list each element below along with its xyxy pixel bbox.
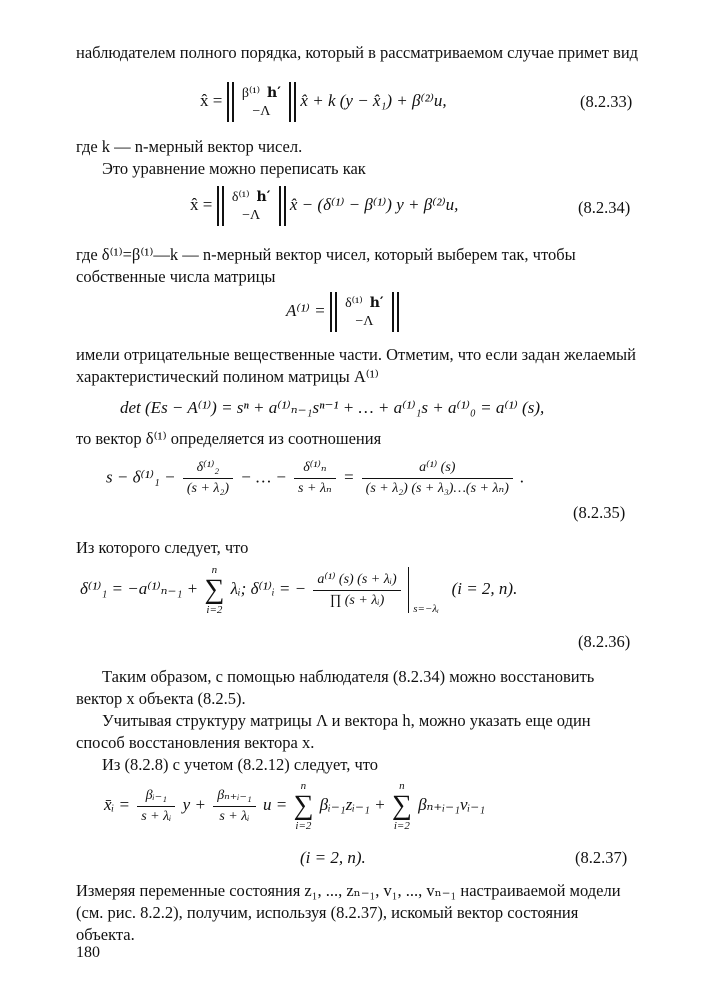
eq37-fraction-1-denominator: s + λᵢ (141, 808, 172, 824)
eq36-evaluation-bar (408, 567, 409, 613)
eq35-fraction-3 (362, 458, 513, 499)
eq35-term-a: s − δ⁽¹⁾₁ − (106, 467, 176, 487)
eq35-fraction-2-numerator: δ⁽¹⁾ₙ (294, 458, 336, 479)
eq33-rhs: x̂ + k (y − x̂₁) + β⁽²⁾u, (300, 90, 447, 110)
eq34-matrix-h: h′ (256, 188, 271, 205)
equation-8-2-33 (200, 82, 447, 122)
eq35-fraction-2-denominator: s + λₙ (298, 481, 332, 496)
equation-characteristic-polynomial: det (Es − A⁽¹⁾) = sⁿ + a⁽¹⁾ₙ₋₁sⁿ⁻¹ + … + a⁽¹⁾₁s + a⁽¹⁾₀ = a⁽¹⁾ (s), (120, 398, 545, 417)
eq37-sum-1-upper: n (300, 780, 307, 792)
equation-8-2-34 (190, 186, 458, 226)
eq36-sum-upper: n (211, 564, 218, 576)
eq36-term-b: λᵢ; δ⁽¹⁾ᵢ = − (230, 578, 307, 598)
paragraph-measuring: Измеряя переменные состояния z₁, ..., zₙ₋₁, v₁, ..., vₙ₋₁ настраиваемой модели (см. рис. 8.2.2), получим, используя (8.2.37), искомый вектор состояния объекта. (76, 881, 621, 944)
paragraph-k-vector: где k — n-мерный вектор чисел. (76, 137, 303, 156)
eq37-fraction-2-numerator: βₙ₊ᵢ₋₁ (213, 786, 256, 807)
eq37-sum-2-lower: i=2 (393, 820, 410, 832)
eq36-sum (204, 564, 224, 616)
eq35-equals: = (342, 467, 355, 487)
paragraph-follows: Из которого следует, что (76, 538, 249, 557)
eq33-left-norm-bar (227, 82, 234, 122)
eq35-period: . (520, 467, 525, 487)
eq37-term-z: βᵢ₋₁zᵢ₋₁ + (319, 794, 386, 814)
equation-number-8-2-34: (8.2.34) (578, 198, 631, 217)
eq36-term-a: δ⁽¹⁾₁ = −a⁽¹⁾ₙ₋₁ + (80, 578, 199, 598)
equation-8-2-35 (106, 458, 524, 499)
equation-8-2-36 (80, 564, 517, 616)
eq35-term-b: − … − (240, 467, 287, 487)
eq35-fraction-1 (183, 458, 233, 499)
sum-sign-icon: ∑ (204, 574, 225, 605)
eqA-left-norm-bar (330, 292, 337, 332)
equation-matrix-a1 (286, 292, 399, 332)
eq34-matrix-lambda: −Λ (242, 207, 261, 223)
equation-number-8-2-36: (8.2.36) (578, 632, 631, 651)
paragraph-delta-definition: где δ⁽¹⁾=β⁽¹⁾—k — n-мерный вектор чисел, который выберем так, чтобы собственные числа матрицы (76, 245, 576, 286)
eqA-matrix (341, 294, 388, 331)
eq34-right-norm-bar (279, 186, 286, 226)
eq37-fraction-1 (137, 786, 175, 827)
eq37-sum-1-lower: i=2 (295, 820, 312, 832)
eq37-term-u: u = (262, 794, 288, 814)
eq33-matrix-beta: β⁽¹⁾ (241, 85, 261, 101)
equation-number-8-2-35: (8.2.35) (573, 503, 626, 522)
eq37-fraction-2-denominator: s + λᵢ (219, 808, 250, 824)
paragraph-structure: Учитывая структуру матрицы Λ и вектора h, можно указать еще один способ восстановления вектора x. (76, 711, 591, 752)
sum-sign-icon: ∑ (391, 790, 412, 821)
eq36-fraction-denominator: ∏ (s + λᵢ) (329, 592, 385, 608)
eq37-lhs: x̄ᵢ = (104, 794, 130, 814)
equation-number-8-2-37: (8.2.37) (575, 848, 628, 867)
eq33-right-norm-bar (289, 82, 296, 122)
eq36-fraction-numerator: a⁽¹⁾ (s) (s + λᵢ) (313, 570, 400, 591)
eq34-lhs: x̂ = (190, 194, 213, 214)
paragraph-observer-recover: Таким образом, с помощью наблюдателя (8.2.34) можно восстановить вектор x объекта (8.2.5). (76, 667, 595, 708)
eqA-matrix-lambda: −Λ (355, 313, 374, 329)
page-number: 180 (76, 944, 100, 961)
eq35-fraction-2 (294, 458, 336, 499)
eq37-sum-2-upper: n (399, 780, 405, 792)
eq36-sum-lower: i=2 (206, 604, 223, 616)
eq36-evaluation-point: s=−λᵢ (413, 602, 439, 615)
eq34-rhs: x̂ − (δ⁽¹⁾ − β⁽¹⁾) y + β⁽²⁾u, (289, 194, 459, 214)
equation-8-2-37 (104, 780, 485, 832)
paragraph-observer-intro: наблюдателем полного порядка, который в рассматриваемом случае примет вид (76, 43, 639, 62)
eqA-matrix-h: h′ (369, 294, 384, 311)
eq33-lhs: x̂ = (200, 90, 223, 110)
eq36-range: (i = 2, n). (451, 578, 518, 598)
eq36-fraction (313, 570, 400, 611)
eq37-range: (i = 2, n). (300, 848, 366, 867)
eq35-fraction-3-numerator: a⁽¹⁾ (s) (362, 458, 513, 479)
eq37-sum-1 (293, 780, 313, 832)
paragraph-delta-determined: то вектор δ⁽¹⁾ определяется из соотношения (76, 429, 382, 448)
eq34-left-norm-bar (217, 186, 224, 226)
paragraph-rewrite: Это уравнение можно переписать как (102, 159, 366, 178)
eq34-matrix (228, 188, 275, 225)
paragraph-from-equations: Из (8.2.8) с учетом (8.2.12) следует, что (102, 755, 379, 774)
eq37-term-v: βₙ₊ᵢ₋₁vᵢ₋₁ (418, 794, 486, 814)
sum-sign-icon: ∑ (293, 790, 314, 821)
paragraph-negative-real-parts: имели отрицательные вещественные части. Отметим, что если задан желаемый характеристический полином матрицы A⁽¹⁾ (76, 345, 636, 386)
eq35-fraction-3-denominator: (s + λ₂) (s + λ₃)…(s + λₙ) (365, 481, 509, 496)
eqA-right-norm-bar (392, 292, 399, 332)
eqA-matrix-delta: δ⁽¹⁾ (345, 295, 363, 311)
eq37-term-y: y + (182, 794, 206, 814)
eqA-lhs: A⁽¹⁾ = (286, 300, 326, 320)
eq37-sum-2 (392, 780, 412, 832)
eq37-fraction-2 (213, 786, 256, 827)
eq33-matrix (238, 84, 285, 121)
eq35-fraction-1-numerator: δ⁽¹⁾₂ (183, 458, 233, 479)
eq35-fraction-1-denominator: (s + λ₂) (186, 481, 229, 496)
equation-number-8-2-33: (8.2.33) (580, 92, 633, 111)
eq37-fraction-1-numerator: βᵢ₋₁ (137, 786, 175, 807)
eq33-matrix-lambda: −Λ (252, 103, 271, 119)
eq33-matrix-h: h′ (267, 84, 281, 101)
eq34-matrix-delta: δ⁽¹⁾ (231, 189, 250, 205)
